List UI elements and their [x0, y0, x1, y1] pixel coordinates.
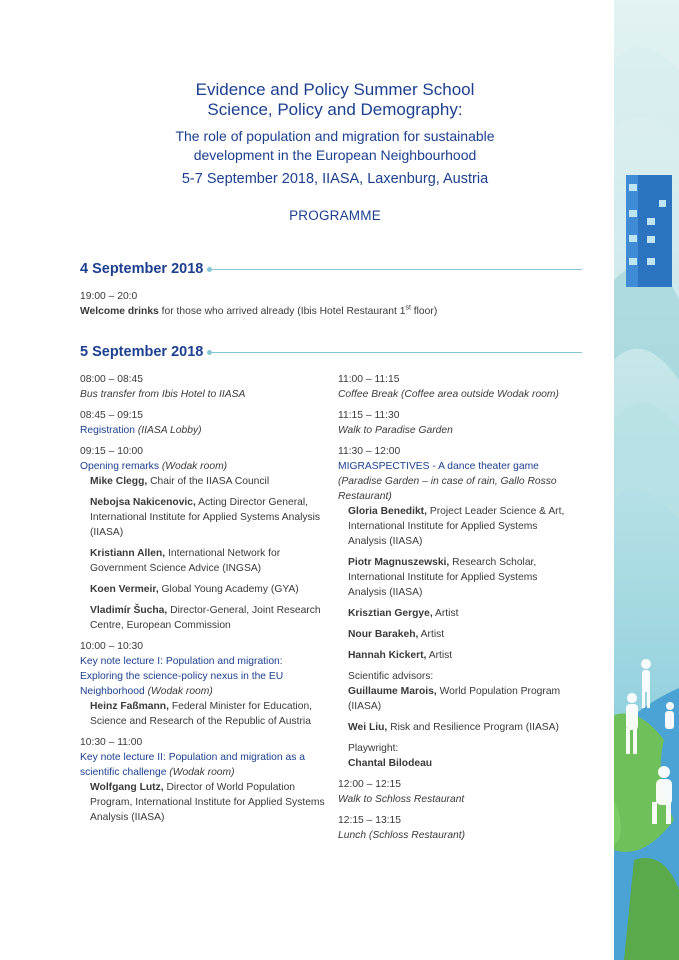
- item-location: (IIASA Lobby): [134, 425, 202, 436]
- speaker-role: Director of World Population Program, International Institute for Applied Systems Analysis (IIASA): [90, 782, 325, 823]
- schedule-item-keynote-1: [80, 639, 325, 729]
- speaker: [338, 720, 578, 735]
- programme-heading: PROGRAMME: [289, 208, 381, 223]
- speaker: [338, 504, 578, 549]
- item-activity: MIGRASPECTIVES - A dance theater game: [338, 461, 539, 472]
- event-date-location: 5-7 September 2018, IIASA, Laxenburg, Austria: [181, 171, 489, 187]
- speaker-name: Mike Clegg,: [90, 476, 148, 487]
- speaker-role: Artist: [432, 608, 459, 619]
- speaker: [80, 699, 325, 729]
- item-time: 12:00 – 12:15: [338, 779, 401, 790]
- day-divider: [209, 269, 582, 270]
- item-location: (Paradise Garden – in case of rain, Gallo Rosso Restaurant): [338, 476, 557, 502]
- speaker-role: Artist: [418, 629, 445, 640]
- speaker: [80, 474, 325, 489]
- item-activity-line: [80, 423, 325, 438]
- speaker-role: Chair of the IIASA Council: [147, 476, 270, 487]
- speaker-name: Heinz Faßmann,: [90, 701, 169, 712]
- advisors-label: Scientific advisors:: [348, 671, 434, 682]
- speaker: [338, 627, 578, 642]
- item-time: 11:15 – 11:30: [338, 410, 400, 421]
- day-divider: [209, 352, 582, 353]
- speaker-role: Global Young Academy (GYA): [158, 584, 299, 595]
- schedule-item-migraspectives: [338, 444, 578, 771]
- schedule-item-walk-garden: [338, 408, 578, 438]
- side-illustration: [614, 0, 679, 960]
- speaker-name: Kristiann Allen,: [90, 548, 166, 559]
- schedule-item-keynote-2: [80, 735, 325, 825]
- day-title: 5 September 2018: [80, 344, 204, 360]
- schedule-item-coffee: [338, 372, 578, 402]
- day-heading-5-sep: [80, 344, 582, 360]
- item-details-end: floor): [410, 306, 438, 317]
- item-activity-line: [80, 459, 325, 474]
- speaker-name: Nebojsa Nakicenovic,: [90, 497, 196, 508]
- speaker-name: Krisztian Gergye,: [348, 608, 433, 619]
- speaker-name: Vladimír Šucha,: [90, 605, 168, 616]
- item-time: 08:45 – 09:15: [80, 410, 143, 421]
- item-activity-line: [80, 750, 325, 780]
- item-activity: Registration: [80, 425, 135, 436]
- speaker: [80, 603, 325, 633]
- speaker-name: Wolfgang Lutz,: [90, 782, 164, 793]
- speaker-role: Risk and Resilience Program (IIASA): [387, 722, 559, 733]
- schedule-item-bus: [80, 372, 325, 402]
- item-activity-line: [80, 654, 325, 699]
- day-heading-4-sep: [80, 261, 582, 277]
- item-time: 08:00 – 08:45: [80, 374, 143, 385]
- speaker-name: Hannah Kickert,: [348, 650, 427, 661]
- schedule-item-opening: [80, 444, 325, 633]
- day2-schedule-right: [338, 372, 578, 849]
- playwright-group: [338, 741, 578, 771]
- speaker: [80, 582, 325, 597]
- item-activity: Key note lecture II: Population and migration as a scientific challenge: [80, 752, 305, 778]
- item-activity-line: [80, 304, 600, 319]
- speaker: [348, 684, 578, 714]
- speaker-name: Koen Vermeir,: [90, 584, 159, 595]
- item-activity: Lunch (Schloss Restaurant): [338, 830, 466, 841]
- item-activity: Welcome drinks: [80, 306, 159, 317]
- item-activity: Bus transfer from Ibis Hotel to IIASA: [80, 389, 246, 400]
- item-activity: Walk to Schloss Restaurant: [338, 794, 465, 805]
- schedule-item-walk-restaurant: [338, 777, 578, 807]
- speaker-role: Director-General, Joint Research Centre, European Commission: [90, 605, 321, 631]
- item-activity: Key note lecture I: Population and migration: Exploring the science-policy nexus in the EU Neighborhood: [80, 656, 284, 697]
- item-location: (Wodak room): [158, 461, 228, 472]
- item-activity: Opening remarks: [80, 461, 159, 472]
- item-time: 11:00 – 11:15: [338, 374, 400, 385]
- item-activity: Coffee Break (Coffee area outside Wodak room): [338, 389, 559, 400]
- title-line-2: Science, Policy and Demography:: [207, 100, 463, 119]
- item-details: for those who arrived already (Ibis Hotel Restaurant 1: [158, 306, 406, 317]
- building-illustration: [626, 175, 672, 287]
- speaker-role: Federal Minister for Education, Science and Research of the Republic of Austria: [90, 701, 313, 727]
- item-time: 09:15 – 10:00: [80, 446, 143, 457]
- item-activity: Walk to Paradise Garden: [338, 425, 453, 436]
- speaker: [338, 648, 578, 663]
- speaker-role: Project Leader Science & Art, International Institute for Applied Systems Analysis (IIASA): [348, 506, 565, 547]
- event-title: [80, 80, 590, 120]
- speaker: [80, 780, 325, 825]
- day2-schedule-left: [80, 372, 325, 831]
- schedule-item-welcome: [80, 289, 600, 319]
- speaker: [80, 546, 325, 576]
- speaker-name: Guillaume Marois,: [348, 686, 437, 697]
- speaker-name: Nour Barakeh,: [348, 629, 419, 640]
- speaker-role: World Population Program (IIASA): [348, 686, 561, 712]
- subtitle-line-2: development in the European Neighbourhood: [193, 147, 477, 163]
- speaker: [338, 555, 578, 600]
- playwright-label: Playwright:: [348, 743, 399, 754]
- item-location: (Wodak room): [166, 767, 235, 778]
- speaker: [338, 606, 578, 621]
- item-time: 10:30 – 11:00: [80, 737, 143, 748]
- item-time: 19:00 – 20:0: [80, 291, 138, 302]
- speaker-name: Wei Liu,: [348, 722, 388, 733]
- day1-schedule: [80, 289, 600, 325]
- subtitle-line-1: The role of population and migration for sustainable: [175, 128, 495, 144]
- item-location: (Wodak room): [144, 686, 213, 697]
- item-time: 10:00 – 10:30: [80, 641, 143, 652]
- title-line-1: Evidence and Policy Summer School: [195, 80, 475, 99]
- day-title: 4 September 2018: [80, 261, 204, 277]
- item-time: 12:15 – 13:15: [338, 815, 401, 826]
- playwright-name: Chantal Bilodeau: [348, 758, 433, 769]
- speaker-name: Gloria Benedikt,: [348, 506, 427, 517]
- item-details-sup: st: [405, 304, 411, 312]
- advisors-group: [338, 669, 578, 714]
- speaker-name: Piotr Magnuszewski,: [348, 557, 450, 568]
- speaker-role: Acting Director General, International Institute for Applied Systems Analysis (IIASA): [90, 497, 321, 538]
- schedule-item-registration: [80, 408, 325, 438]
- speaker-role: International Network for Government Science Advice (INGSA): [90, 548, 281, 574]
- event-subtitle: [80, 127, 590, 165]
- speaker-role: Research Scholar, International Institute for Applied Systems Analysis (IIASA): [348, 557, 538, 598]
- item-time: 11:30 – 12:00: [338, 446, 401, 457]
- schedule-item-lunch: [338, 813, 578, 843]
- speaker: [80, 495, 325, 540]
- speaker-role: Artist: [426, 650, 453, 661]
